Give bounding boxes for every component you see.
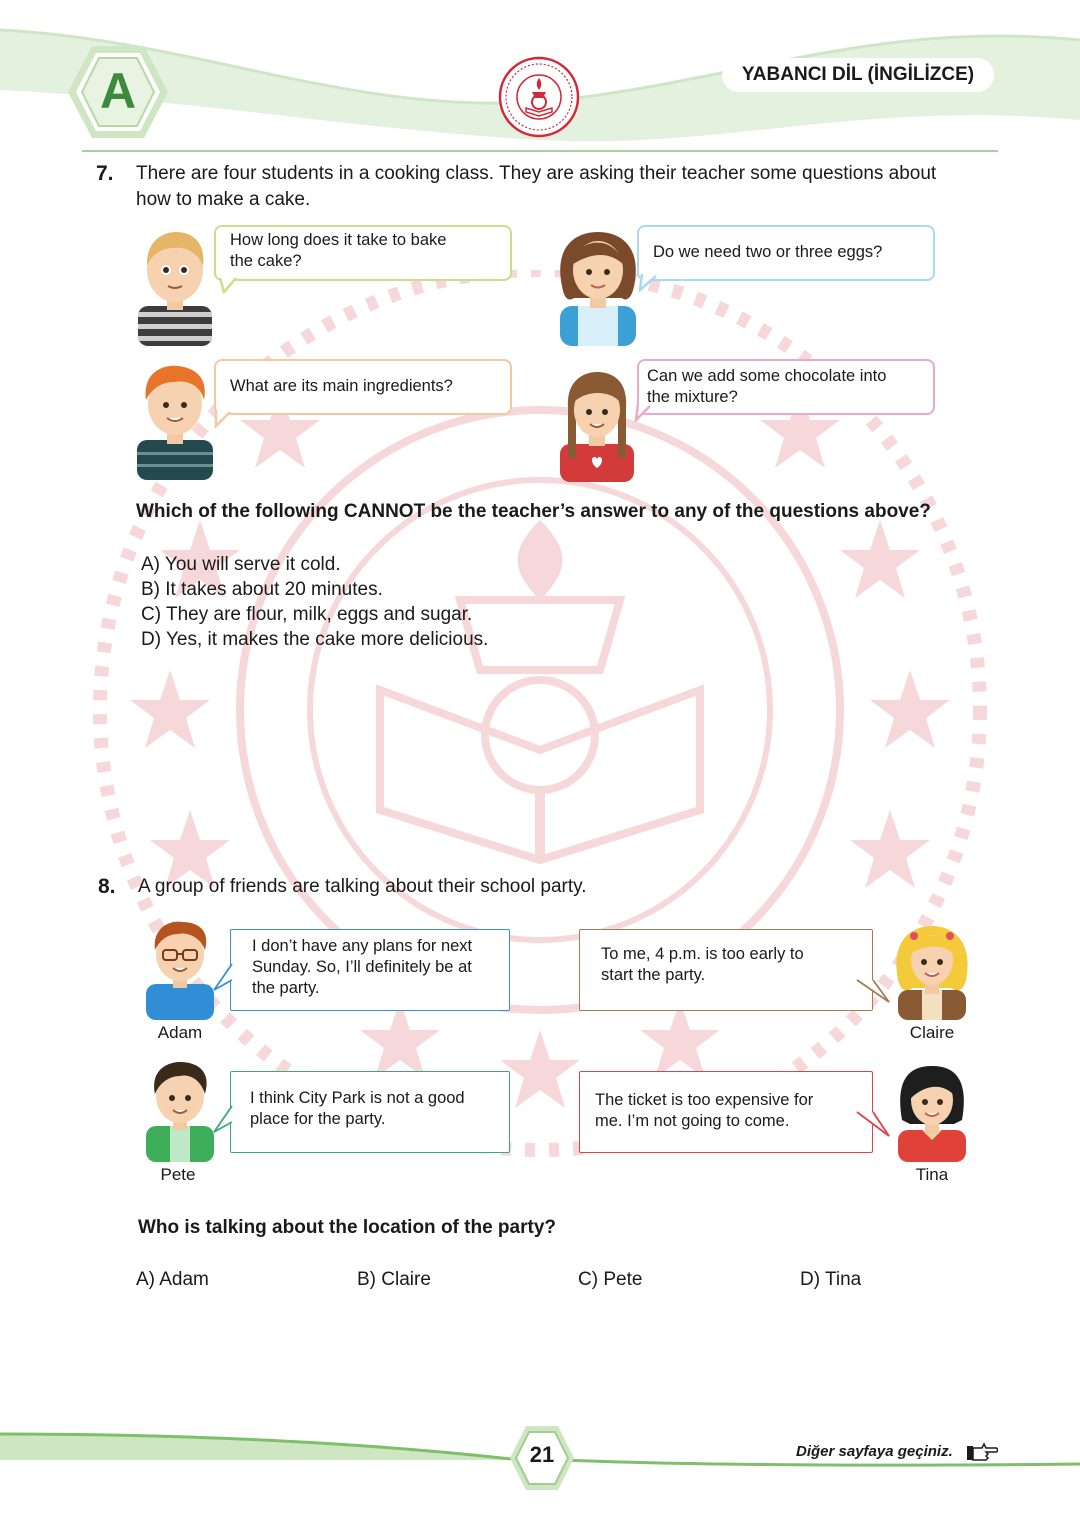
bubble-text-line2: start the party. xyxy=(601,966,706,984)
bubble-tail xyxy=(212,410,234,428)
speech-bubble-tina xyxy=(579,1071,873,1153)
tina-name: Tina xyxy=(915,1165,949,1184)
q7-option-b[interactable]: B) It takes about 20 minutes. xyxy=(141,579,383,600)
blond-boy-avatar xyxy=(134,228,216,346)
bubble-tail xyxy=(855,978,891,1006)
bubble-text-line1: I don’t have any plans for next xyxy=(252,937,473,955)
claire-name: Claire xyxy=(909,1023,955,1042)
bubble-text-line1: How long does it take to bake xyxy=(230,231,447,249)
next-page-instruction: Diğer sayfaya geçiniz. xyxy=(796,1443,953,1460)
q8-option-d[interactable]: D) Tina xyxy=(800,1269,862,1290)
page-number: 21 xyxy=(529,1442,555,1467)
question-7-text-line1: There are four students in a cooking class. They are asking their teacher some questions about xyxy=(136,163,937,184)
bubble-tail xyxy=(218,278,240,294)
question-7-number: 7. xyxy=(96,162,114,185)
adam-avatar xyxy=(144,920,216,1020)
header-divider xyxy=(82,150,998,152)
bubble-text-line2: Sunday. So, I’ll definitely be at xyxy=(252,958,472,976)
q7-option-a[interactable]: A) You will serve it cold. xyxy=(141,554,341,575)
bubble-text-line1: Do we need two or three eggs? xyxy=(653,243,883,261)
redhead-boy-avatar xyxy=(134,362,216,480)
q7-option-c[interactable]: C) They are flour, milk, eggs and sugar. xyxy=(141,604,473,625)
braided-girl-avatar xyxy=(556,368,638,482)
question-8-number: 8. xyxy=(98,875,116,898)
bubble-text-line3: the party. xyxy=(252,979,320,997)
bubble-text-line1: I think City Park is not a good xyxy=(250,1089,465,1107)
question-8-text: A group of friends are talking about their school party. xyxy=(138,876,587,897)
pete-avatar xyxy=(144,1062,216,1162)
subject-title: YABANCI DİL (İNGİLİZCE) xyxy=(722,58,994,92)
speech-bubble-chocolate xyxy=(637,359,935,415)
bubble-text-line2: me. I’m not going to come. xyxy=(595,1112,790,1130)
bubble-tail xyxy=(634,404,656,422)
bubble-tail xyxy=(855,1110,891,1140)
bubble-text-line2: place for the party. xyxy=(250,1110,386,1128)
bubble-text-line1: What are its main ingredients? xyxy=(230,377,453,395)
bubble-text-line1: The ticket is too expensive for xyxy=(595,1091,814,1109)
booklet-letter: A xyxy=(99,63,137,119)
question-7-prompt: Which of the following CANNOT be the teacher’s answer to any of the questions above? xyxy=(136,501,931,522)
q8-option-c[interactable]: C) Pete xyxy=(578,1269,643,1290)
claire-avatar xyxy=(894,924,970,1020)
brunette-girl-avatar xyxy=(556,228,640,346)
pete-name: Pete xyxy=(160,1165,196,1184)
q8-option-b[interactable]: B) Claire xyxy=(357,1269,431,1290)
bubble-tail xyxy=(212,1104,234,1138)
speech-bubble-claire xyxy=(579,929,873,1011)
question-8-prompt: Who is talking about the location of the party? xyxy=(138,1217,556,1238)
question-7-text-line2: how to make a cake. xyxy=(136,189,311,210)
speech-bubble-adam xyxy=(230,929,510,1011)
bubble-tail xyxy=(212,962,234,996)
ministry-seal-icon xyxy=(498,56,580,138)
bubble-text-line2: the cake? xyxy=(230,252,302,270)
bubble-tail xyxy=(638,274,662,292)
tina-avatar xyxy=(896,1064,968,1162)
speech-bubble-pete xyxy=(230,1071,510,1153)
bubble-text-line1: Can we add some chocolate into xyxy=(647,367,887,385)
q7-option-d[interactable]: D) Yes, it makes the cake more delicious. xyxy=(141,629,489,650)
bubble-text-line1: To me, 4 p.m. is too early to xyxy=(601,945,804,963)
speech-bubble-ingredients xyxy=(214,359,512,415)
speech-bubble-eggs xyxy=(637,225,935,281)
speech-bubble-bake-time xyxy=(214,225,512,281)
pointing-hand-icon xyxy=(966,1442,998,1462)
q8-option-a[interactable]: A) Adam xyxy=(136,1269,209,1290)
bubble-text-line2: the mixture? xyxy=(647,388,738,406)
adam-name: Adam xyxy=(157,1023,203,1042)
